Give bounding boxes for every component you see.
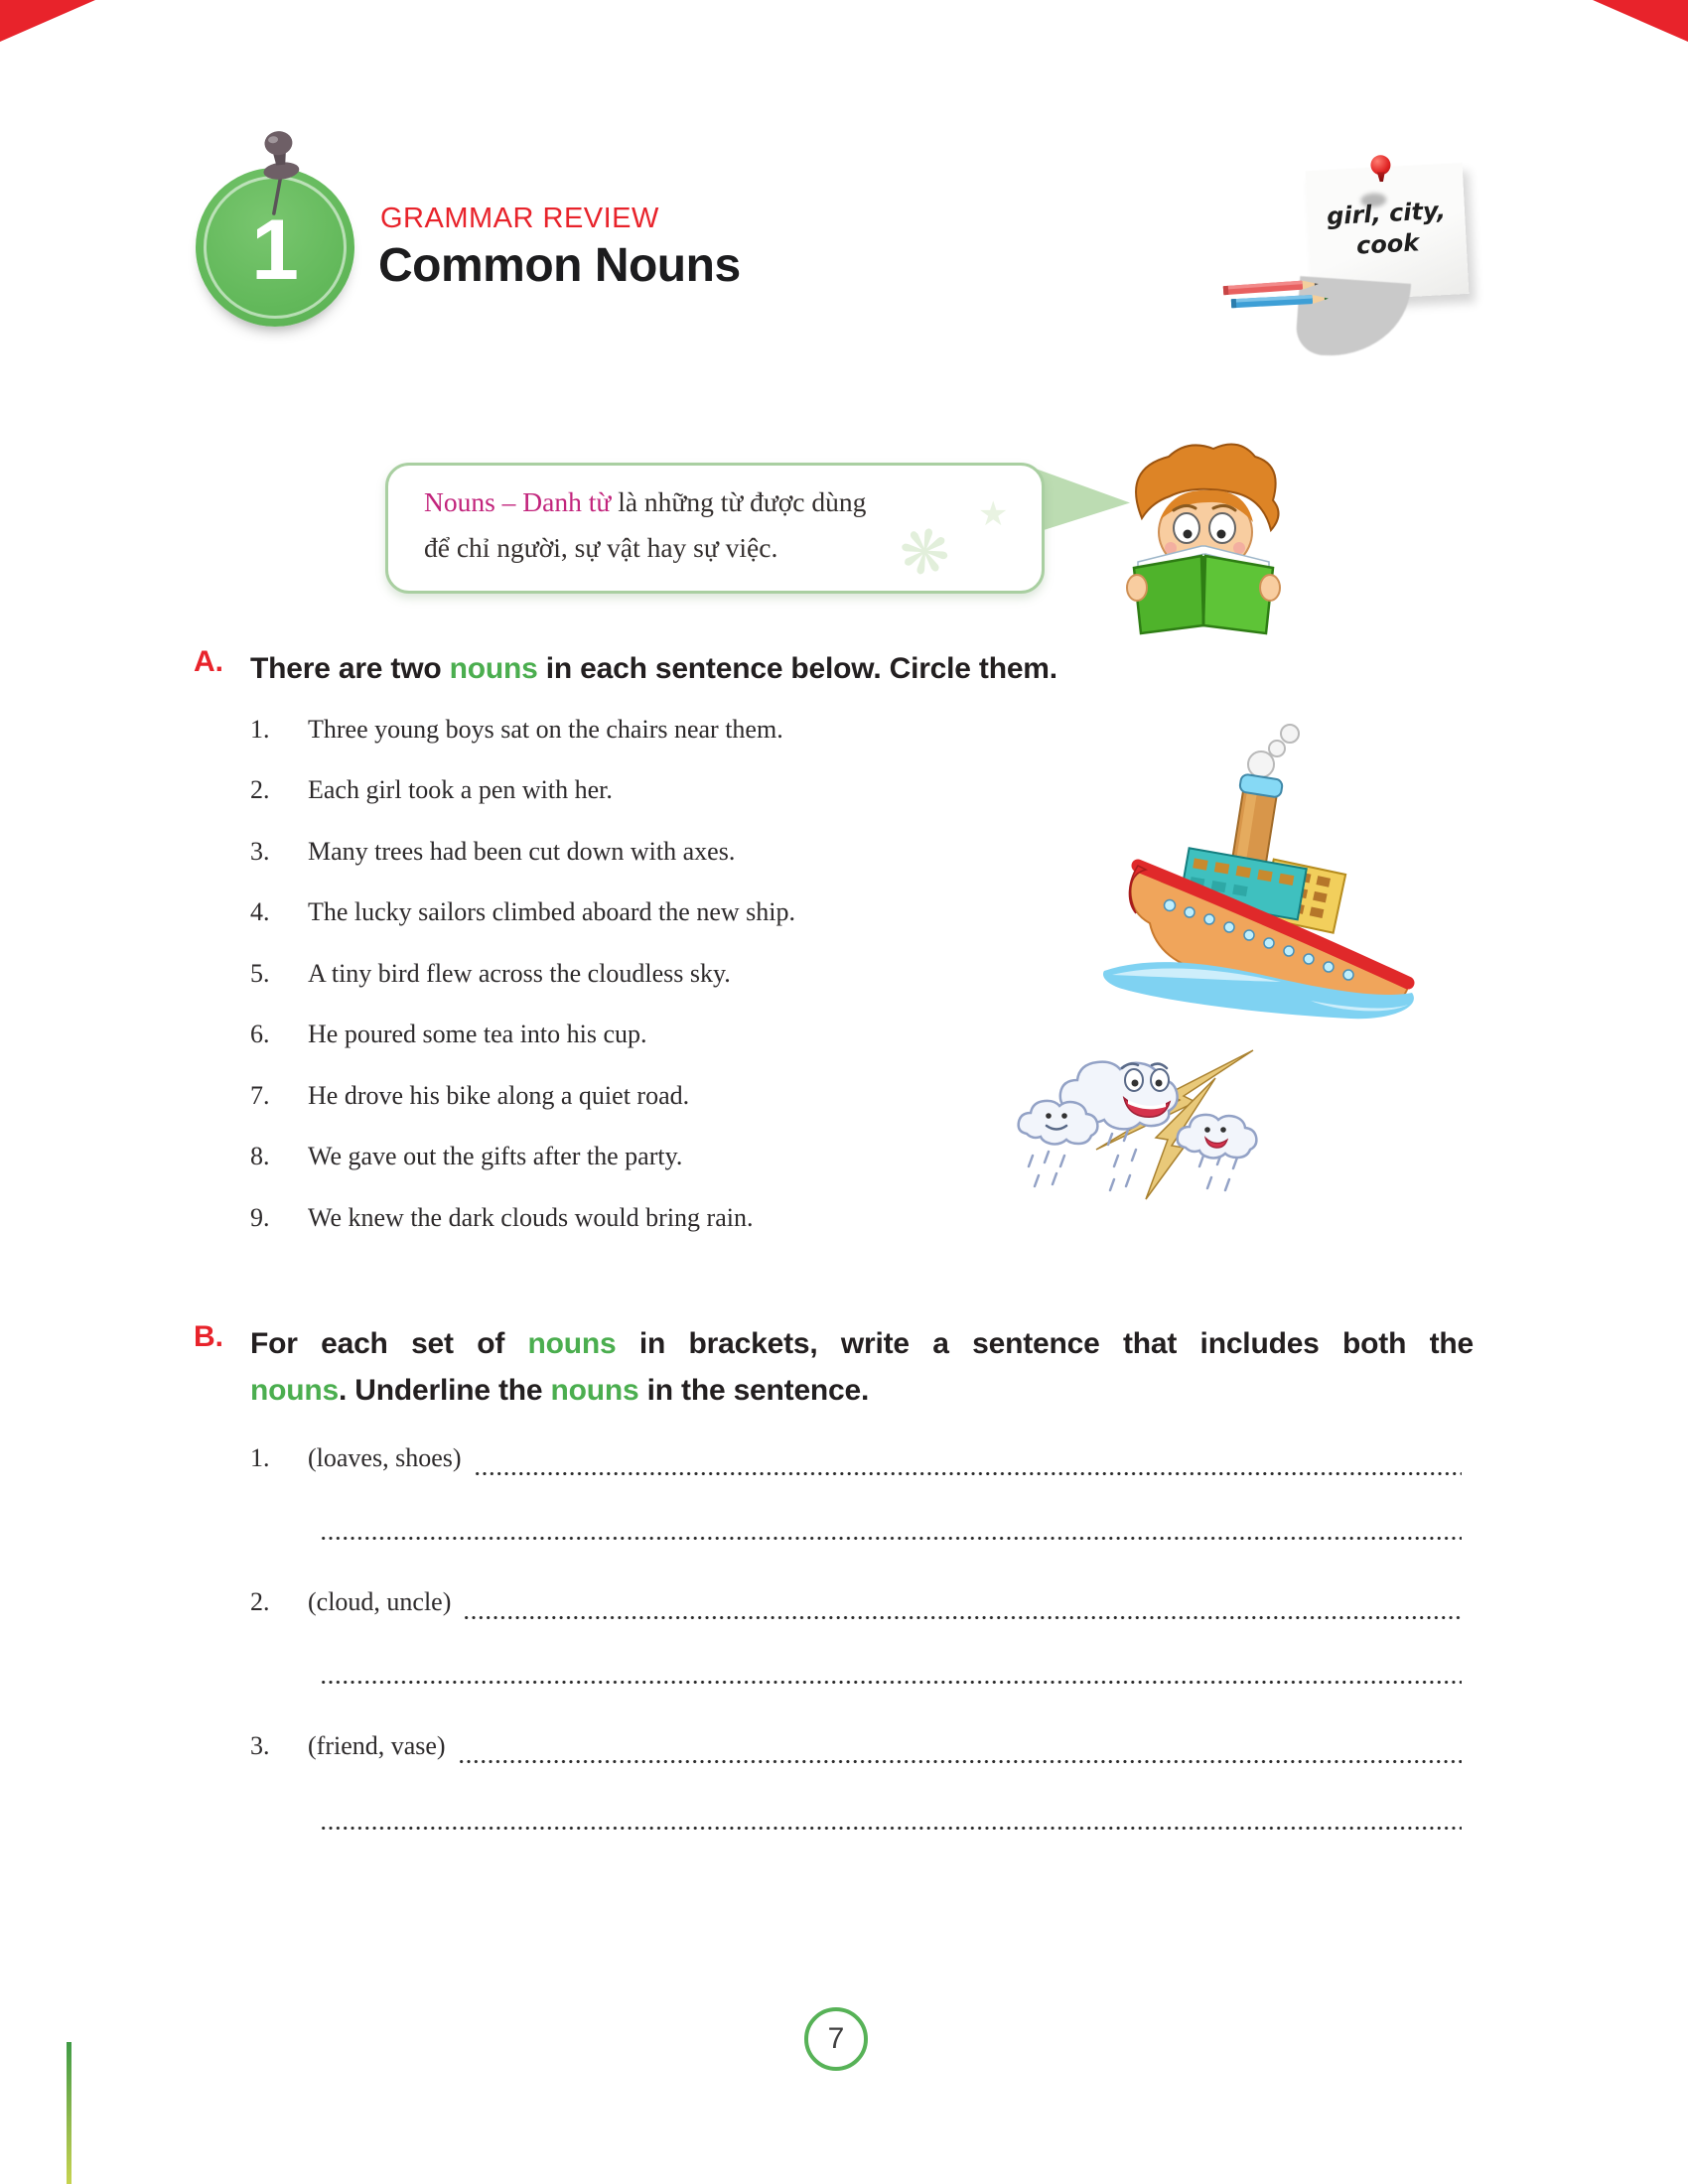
b-head-part2: in brackets, write a sentence that includes both the — [616, 1327, 1474, 1360]
sticky-note-text — [1307, 195, 1467, 264]
item-number: 8. — [250, 1142, 270, 1171]
write-in-item — [250, 1719, 1462, 1773]
b-head-part1: For each set of — [250, 1327, 528, 1360]
list-item — [250, 1127, 1243, 1188]
list-item — [250, 1005, 1243, 1066]
noun-brackets: (cloud, uncle) — [308, 1587, 452, 1616]
sticky-note-line1: girl, city, — [1326, 196, 1447, 231]
corner-ribbon-left — [0, 0, 95, 42]
definition-line1-rest: là những từ được dùng — [611, 486, 867, 517]
item-number: 1. — [250, 714, 270, 744]
item-sentence: We knew the dark clouds would bring rain. — [308, 1202, 754, 1232]
b-head-part3: . Underline the — [339, 1374, 551, 1407]
section-a-list — [250, 699, 1243, 1249]
item-sentence: Three young boys sat on the chairs near them. — [308, 714, 783, 744]
section-b-heading-line1 — [250, 1320, 1474, 1367]
b-head-part4: in the sentence. — [638, 1374, 870, 1407]
item-number: 6. — [250, 1020, 270, 1049]
b-head-nouns3: nouns — [550, 1374, 639, 1407]
item-number: 9. — [250, 1202, 270, 1232]
page-number: 7 — [827, 2022, 845, 2055]
write-in-line — [320, 1680, 1462, 1685]
item-number: 3. — [250, 836, 270, 866]
margin-rule — [67, 2042, 71, 2184]
write-in-item — [250, 1575, 1462, 1629]
item-sentence: We gave out the gifts after the party. — [308, 1142, 683, 1171]
write-in-line — [458, 1759, 1462, 1764]
list-item — [250, 1187, 1243, 1249]
list-item — [250, 699, 1243, 760]
list-item — [250, 1065, 1243, 1127]
section-a-heading-nouns: nouns — [449, 652, 538, 685]
list-item — [250, 943, 1243, 1005]
list-item — [250, 760, 1243, 822]
boy-reading-illustration — [1114, 437, 1293, 635]
section-a-label: A. — [194, 645, 223, 678]
item-number: 1. — [250, 1443, 270, 1472]
write-in-line — [320, 1536, 1462, 1541]
item-sentence: The lucky sailors climbed aboard the new ship. — [308, 897, 795, 927]
corner-ribbon-right — [1593, 0, 1688, 42]
write-in-line — [463, 1615, 1462, 1620]
section-a-heading-part1: There are two — [250, 652, 450, 685]
page-title: Common Nouns — [378, 239, 741, 292]
item-number: 2. — [250, 1587, 270, 1616]
item-number: 4. — [250, 897, 270, 927]
noun-brackets: (loaves, shoes) — [308, 1443, 462, 1472]
flower-watermark-icon: ❋ — [892, 514, 957, 593]
item-number: 7. — [250, 1080, 270, 1110]
item-number: 3. — [250, 1731, 270, 1760]
section-b-label: B. — [194, 1320, 223, 1353]
item-sentence: Each girl took a pen with her. — [308, 775, 613, 805]
red-pushpin-icon — [1370, 155, 1391, 176]
pencils-icon — [1219, 278, 1331, 314]
unit-number: 1 — [251, 202, 299, 298]
item-sentence: He drove his bike along a quiet road. — [308, 1080, 690, 1110]
section-b-heading — [250, 1320, 1474, 1414]
definition-line2: để chỉ người, sự vật hay sự việc. — [424, 532, 778, 563]
noun-brackets: (friend, vase) — [308, 1731, 446, 1760]
list-item — [250, 883, 1243, 944]
item-number: 2. — [250, 775, 270, 805]
b-head-nouns2: nouns — [250, 1374, 339, 1407]
sticky-note-line2: cook — [1355, 228, 1420, 260]
item-number: 5. — [250, 958, 270, 988]
write-in-line — [320, 1826, 1462, 1831]
item-sentence: He poured some tea into his cup. — [308, 1020, 647, 1049]
write-in-line — [474, 1471, 1462, 1476]
section-b-heading-line2 — [250, 1367, 1474, 1414]
section-a-heading — [250, 645, 1243, 692]
page-number-badge — [804, 2007, 868, 2071]
write-in-item — [250, 1432, 1462, 1485]
section-a-heading-part2: in each sentence below. Circle them. — [537, 652, 1057, 685]
kicker-grammar-review: GRAMMAR REVIEW — [380, 203, 659, 234]
item-sentence: A tiny bird flew across the cloudless sky. — [308, 958, 731, 988]
item-sentence: Many trees had been cut down with axes. — [308, 836, 736, 866]
list-item — [250, 821, 1243, 883]
pushpin-icon — [245, 126, 319, 227]
definition-term: Nouns – Danh từ — [424, 486, 612, 517]
b-head-nouns1: nouns — [527, 1327, 617, 1360]
star-watermark-icon: ★ — [978, 495, 1009, 533]
